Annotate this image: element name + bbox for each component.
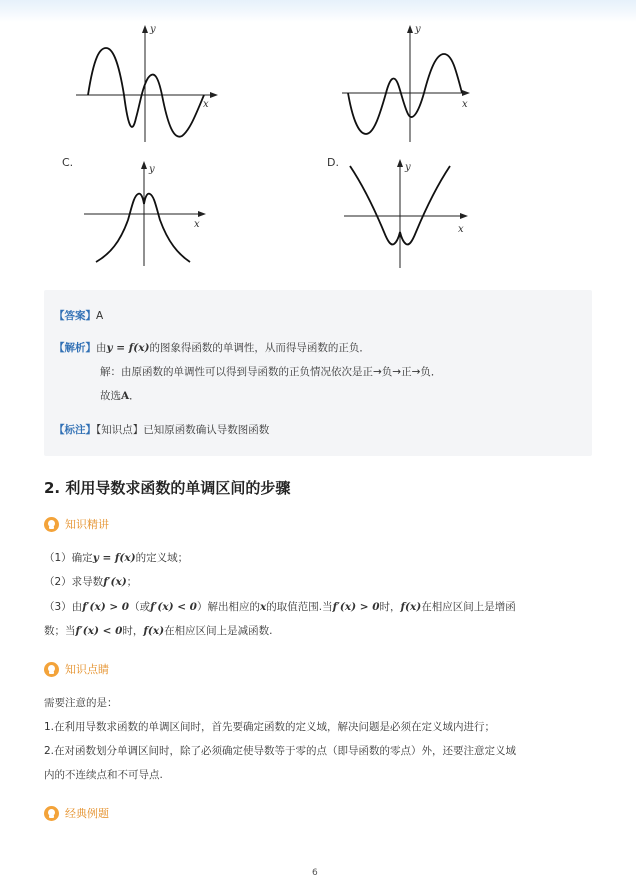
step-3-line-2 [44, 623, 272, 638]
section-title: 2. 利用导数求函数的单调区间的步骤 [44, 479, 291, 497]
lightbulb-icon [44, 806, 59, 821]
analysis-tag: 【解析】 [54, 342, 96, 354]
graph-option-c [80, 158, 210, 270]
analysis-math: y = f(x) [106, 342, 150, 354]
step3-m1: f′(x) > 0 [82, 601, 130, 613]
answer-value: A [96, 310, 104, 322]
graph-c-x-label: x [194, 219, 200, 230]
highlights-heading-label: 知识点睛 [65, 663, 109, 676]
step3-a: （3）由 [44, 601, 83, 613]
analysis-pre: 由 [96, 342, 107, 354]
step3-m2: f′(x) < 0 [150, 601, 197, 613]
knowledge-heading-label: 知识精讲 [65, 518, 109, 531]
answer-panel [44, 290, 592, 456]
graph-option-b [338, 18, 483, 148]
page-number: 6 [312, 868, 318, 878]
step3-b: （或 [129, 601, 151, 613]
note-text: 【知识点】已知原函数确认导数图函数 [96, 424, 270, 436]
step2-math: f′(x) [103, 576, 127, 588]
step3-f: 在相应区间上是增函 [421, 601, 516, 613]
graph-b-x-label: x [462, 99, 468, 110]
choose-post: ． [129, 390, 140, 402]
step1-pre: （1）确定 [44, 552, 93, 564]
graph-c-y-label: y [149, 164, 155, 175]
step3-i: 在相应区间上是减函数. [164, 625, 273, 637]
step-3-line-1 [44, 599, 516, 614]
graph-d-x-label: x [458, 224, 464, 235]
note-line [54, 422, 269, 437]
step3-m3: x [260, 601, 267, 613]
lightbulb-icon [44, 517, 59, 532]
step2-post: ； [126, 576, 138, 588]
analysis-post: 的图象得函数的单调性，从而得导函数的正负． [149, 342, 370, 354]
highlights-heading [44, 661, 109, 677]
lightbulb-icon [44, 662, 59, 677]
highlights-point-2-line-2: 内的不连续点和不可导点. [44, 769, 163, 781]
graph-a-y-label: y [150, 24, 156, 35]
step-2 [44, 574, 137, 589]
step3-m5: f(x) [400, 601, 422, 613]
answer-tag: 【答案】 [54, 310, 96, 322]
step3-c: ）解出相应的 [197, 601, 260, 613]
highlights-intro: 需要注意的是： [44, 697, 118, 709]
step1-math: y = f(x) [92, 552, 136, 564]
step3-e: 时， [379, 601, 401, 613]
highlights-point-2-line-1: 2.在对函数划分单调区间时，除了必须确定使导数等于零的点（即导函数的零点）外，还要注意定义域 [44, 745, 517, 757]
option-d-label: D. [327, 156, 339, 169]
step1-post: 的定义域； [135, 552, 189, 564]
option-c-label: C. [62, 156, 74, 169]
step3-h: 时， [122, 625, 144, 637]
analysis-line [54, 340, 370, 355]
knowledge-heading [44, 516, 109, 532]
step3-m7: f(x) [143, 625, 165, 637]
answer-line [54, 308, 103, 323]
graph-option-a [70, 18, 230, 148]
choose-pre: 故选 [100, 390, 121, 402]
graph-option-d [340, 154, 475, 272]
graph-b-y-label: y [415, 24, 421, 35]
step-1 [44, 550, 188, 565]
graph-d-y-label: y [405, 162, 411, 173]
step3-m4: f′(x) > 0 [332, 601, 380, 613]
step3-g: 数；当 [44, 625, 76, 637]
examples-heading [44, 805, 109, 821]
note-tag: 【标注】 [54, 424, 96, 436]
solution-line: 解：由原函数的单调性可以得到导函数的正负情况依次是正→负→正→负． [100, 366, 442, 378]
step3-d: 的取值范围.当 [266, 601, 333, 613]
choose-letter: A [121, 390, 130, 402]
choose-line [100, 388, 140, 403]
step2-pre: （2）求导数 [44, 576, 104, 588]
graph-a-x-label: x [203, 99, 209, 110]
examples-heading-label: 经典例题 [65, 807, 109, 820]
highlights-point-1: 1.在利用导数求函数的单调区间时，首先要确定函数的定义域，解决问题是必须在定义域内进行； [44, 721, 496, 733]
step3-m6: f′(x) < 0 [75, 625, 123, 637]
